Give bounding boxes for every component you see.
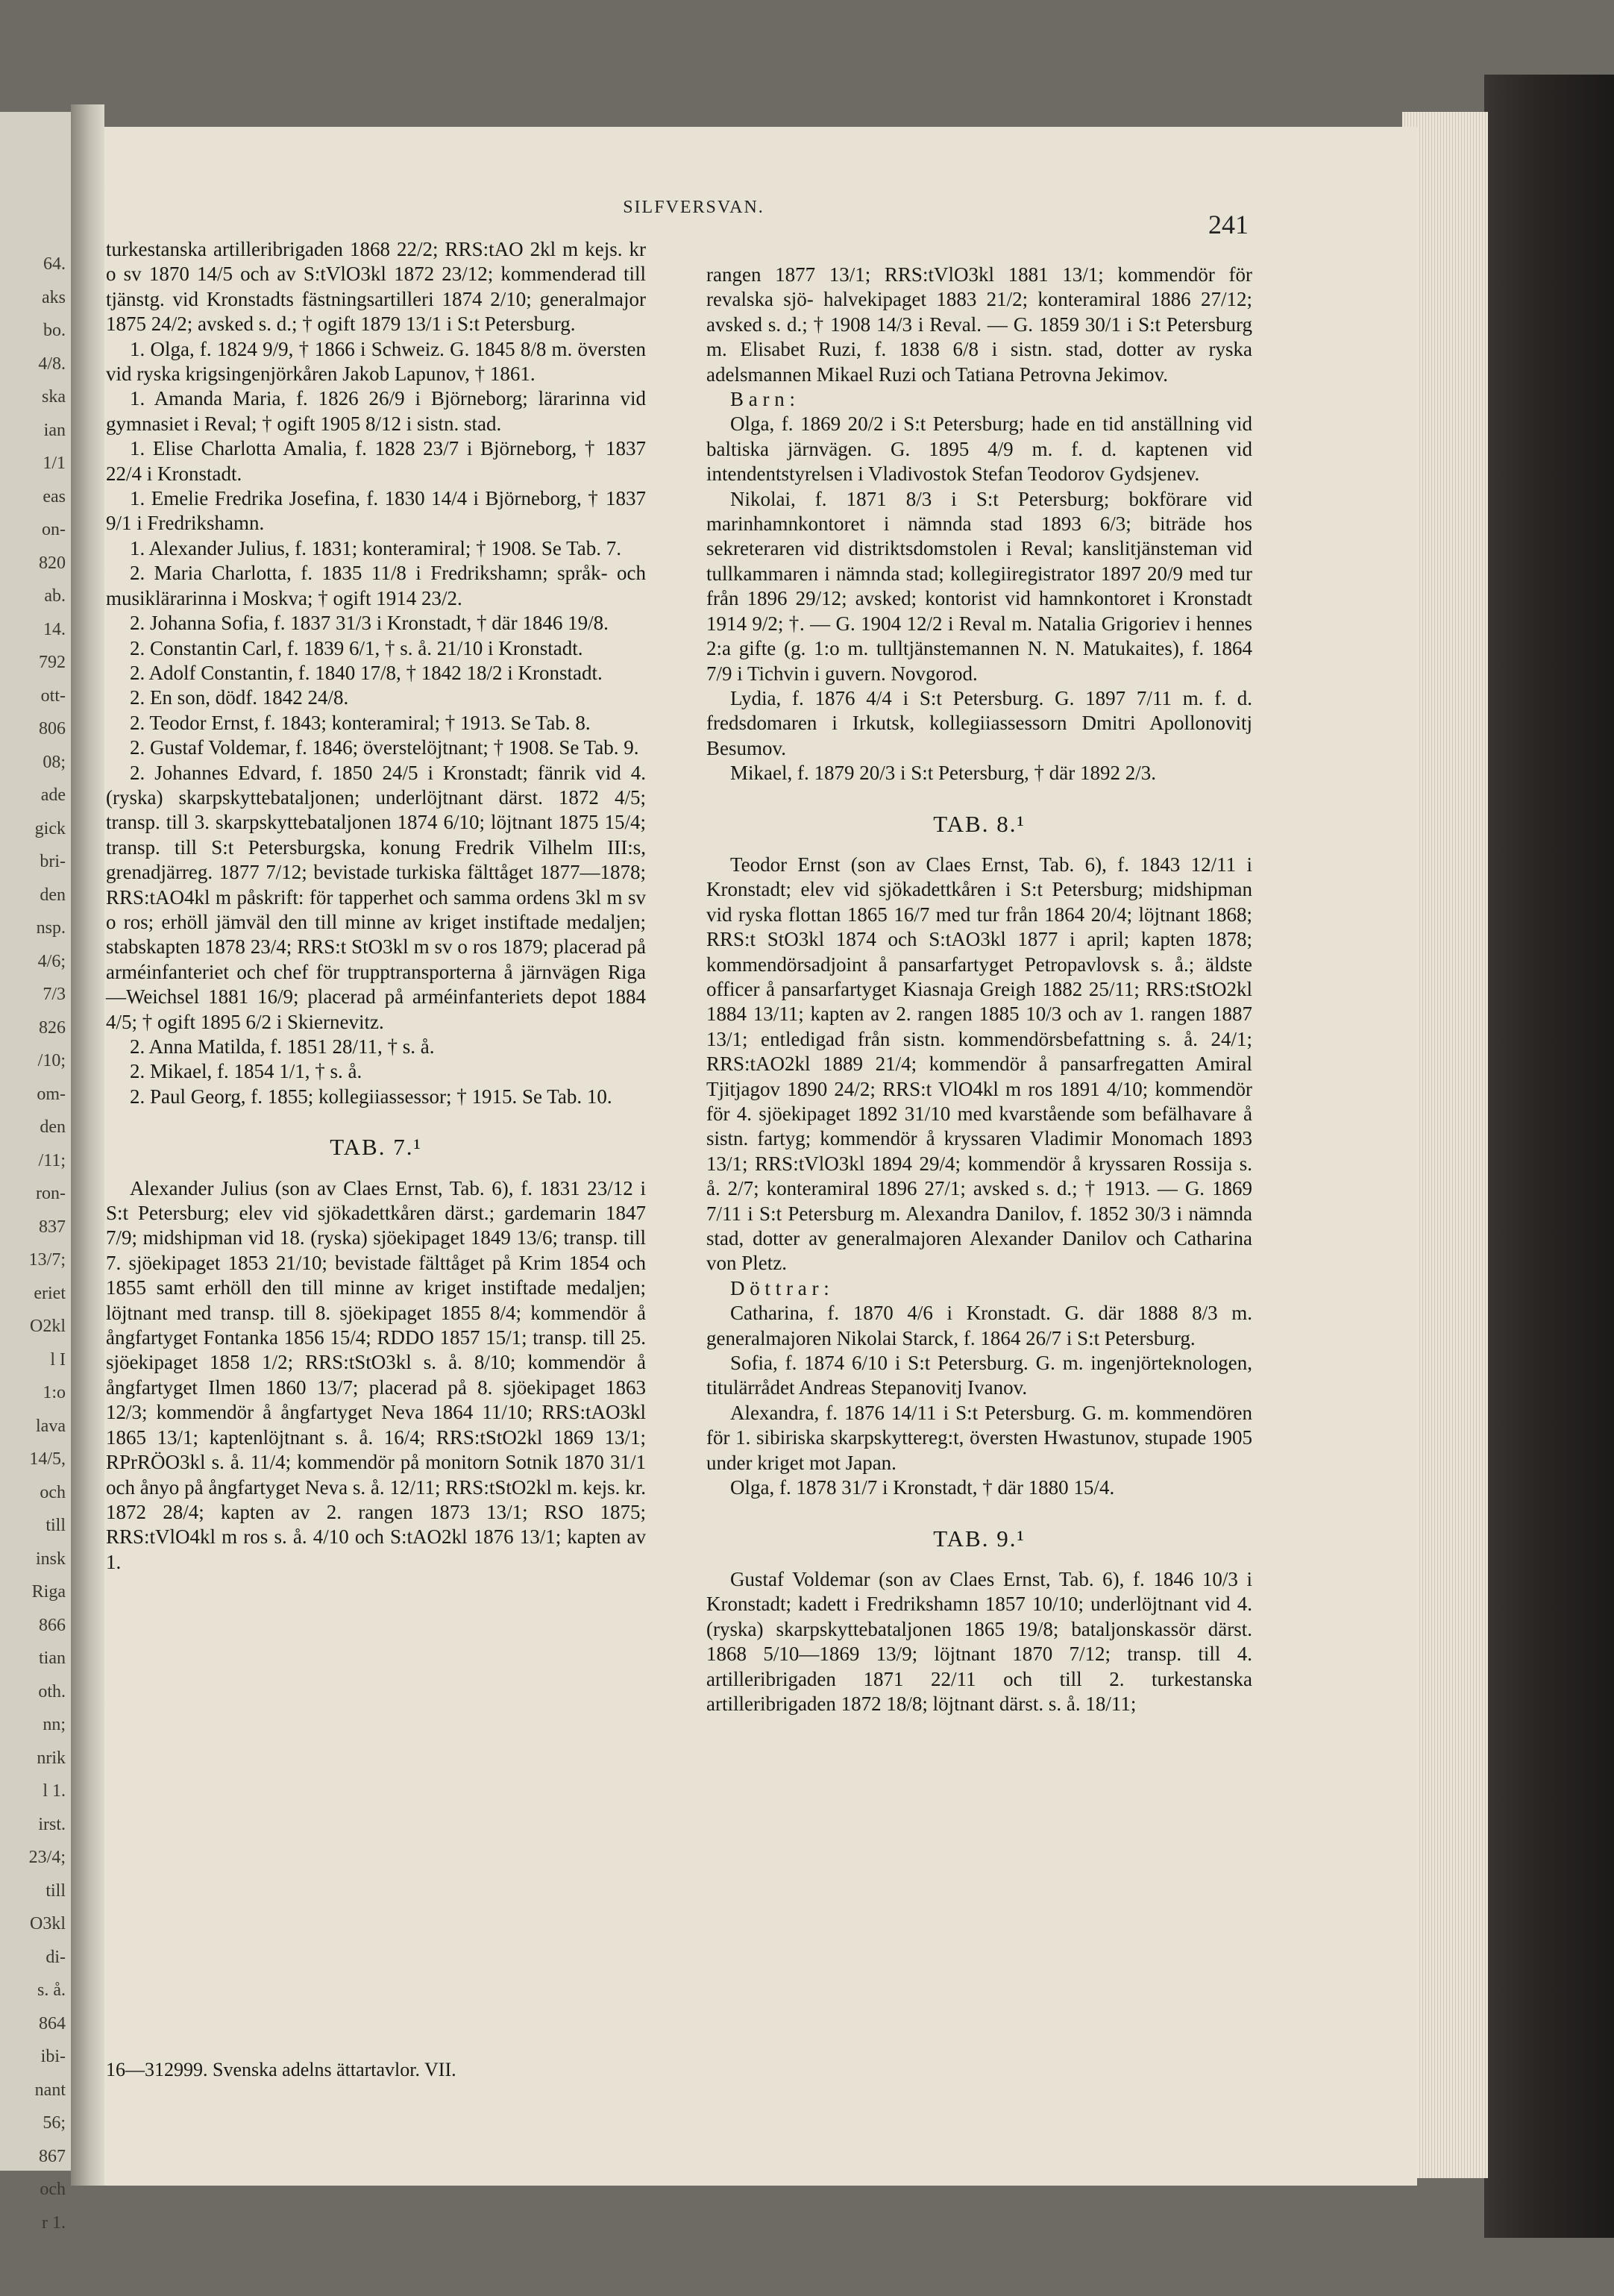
prev-page-fragment: 4/8. (38, 354, 66, 374)
prev-page-fragment: gick (34, 818, 66, 838)
prev-page-fragment: ibi- (40, 2047, 66, 2066)
daughters-label: D ö t t r a r : (730, 1276, 829, 1299)
prev-page-fragment: nant (34, 2080, 66, 2100)
prev-page-fragment: ron- (36, 1184, 66, 1203)
child-entry: 2. Johanna Sofia, f. 1837 31/3 i Kronstadt, † där 1846 19/8. (130, 612, 609, 635)
child-entry: Lydia, f. 1876 4/4 i S:t Petersburg. G. 1897 7/11 m. f. d. fredsdomaren i Irkutsk, kollegiiassessorn Dmitri Apollonovitj Besumov. (706, 686, 1252, 759)
prev-page-fragment: ska (42, 387, 66, 407)
prev-page-fragment: eriet (34, 1283, 66, 1303)
prev-page-fragment: ade (40, 785, 66, 805)
child-entry: 1. Emelie Fredrika Josefina, f. 1830 14/4 i Björneborg, † 1837 9/1 i Fredrikshamn. (106, 487, 646, 535)
prev-page-fragment: l 1. (43, 1781, 66, 1801)
prev-page-fragment: nn; (43, 1715, 66, 1734)
prev-page-fragment: r 1. (42, 2212, 66, 2233)
tab-7-heading: TAB. 7.¹ (330, 1134, 422, 1161)
child-entry: 2. Mikael, f. 1854 1/1, † s. å. (130, 1060, 362, 1083)
prev-page-fragment: O3kl (30, 1914, 66, 1933)
prev-page-fragment: 820 (39, 553, 66, 573)
prev-page-fragment: l I (50, 1349, 66, 1370)
prev-page-fragment: 866 (39, 1615, 66, 1635)
prev-page-fragment: irst. (38, 1814, 66, 1834)
prev-page-fragment: s. å. (37, 1980, 66, 2000)
child-entry: 2. En son, dödf. 1842 24/8. (130, 686, 349, 709)
child-entry: 2. Johannes Edvard, f. 1850 24/5 i Kronstadt; fänrik vid 4. (ryska) skarpskyttebataljonen; underlöjtnant därst. 1872 4/5; transp. till 3. skarpskyttebataljonen 1874 6/10; löjtnant 1875 15/4; transp. till S:t Petersburgska, konung Fredrik Vilhelm III:s, grenadjärreg. 1877 7/12; bevistade turkiska fälttåget 1877—1878; RRS:tAO4kl m påskrift: för tapperhet och samma ordens 3kl m sv o ros; erhöll jämväl den till minne av kriget instiftade medaljen; stabskapten 1878 23/4; RRS:t StO3kl m sv o ros 1879; placerad på arméinfanteriet och chef för trupptransporterna å järnvägen Riga—Weichsel 1881 16/9; placerad på arméinfanteriets depot 1884 4/5; † ogift 1895 6/2 i Skiernevitz. (106, 761, 646, 1033)
prev-page-fragment: 7/3 (43, 985, 66, 1004)
footer-signature: 16—312999. Svenska adelns ättartavlor. VII. (106, 2059, 456, 2080)
left-column (106, 237, 646, 1575)
child-entry: 1. Amanda Maria, f. 1826 26/9 i Björneborg; lärarinna vid gymnasiet i Reval; † ogift 1905 8/12 i sistn. stad. (106, 387, 646, 435)
prev-page-fragment: och (40, 2180, 66, 2199)
prev-page-fragment: 1/1 (43, 454, 66, 473)
paragraph: turkestanska artilleribrigaden 1868 22/2; RRS:tAO 2kl m kejs. kr o sv 1870 14/5 och av S:tVlO3kl 1872 23/12; kommenderad till tjänstg. vid Kronstadts fästningsartilleri 1874 2/10; generalmajor 1875 24/2; avsked s. d.; † ogift 1879 13/1 i S:t Petersburg. (106, 238, 646, 336)
tab-9-heading: TAB. 9.¹ (933, 1525, 1026, 1552)
prev-page-fragment: ian (43, 420, 66, 440)
prev-page-fragment: den (40, 1117, 66, 1137)
book-cover-edge (1484, 75, 1614, 2238)
prev-page-fragment: 14/5, (29, 1449, 66, 1469)
child-entry: Olga, f. 1869 20/2 i S:t Petersburg; hade en tid anställning vid baltiska järnvägen. G. 1895 4/9 m. f. d. kaptenen vid intendentstyrelsen i Vladivostok Stefan Teodorov Gydsjenev. (706, 413, 1252, 486)
child-entry: 2. Adolf Constantin, f. 1840 17/8, † 1842 18/2 i Kronstadt. (130, 661, 603, 684)
prev-page-fragment: bo. (43, 321, 66, 340)
child-entry: Olga, f. 1878 31/7 i Kronstadt, † där 1880 15/4. (730, 1476, 1115, 1499)
prev-page-fragment: lava (36, 1416, 66, 1436)
prev-page-fragment: 23/4; (28, 1848, 66, 1867)
child-entry: 2. Paul Georg, f. 1855; kollegiiassessor; † 1915. Se Tab. 10. (130, 1085, 612, 1108)
child-entry: 1. Olga, f. 1824 9/9, † 1866 i Schweiz. G. 1845 8/8 m. översten vid ryska krigsingenjörkåren Jakob Lapunov, † 1861. (106, 337, 646, 386)
right-column (706, 263, 1252, 1716)
previous-page-margin (0, 112, 82, 2233)
child-entry: Catharina, f. 1870 4/6 i Kronstadt. G. där 1888 8/3 m. generalmajoren Nikolai Starck, f. 1864 26/7 i S:t Petersburg. (706, 1302, 1252, 1349)
prev-page-fragment: 806 (39, 719, 66, 738)
running-title: SILFVERSVAN. (623, 198, 764, 217)
prev-page-fragment: 64. (43, 254, 66, 274)
child-entry: 2. Anna Matilda, f. 1851 28/11, † s. å. (130, 1035, 435, 1058)
child-entry: Alexandra, f. 1876 14/11 i S:t Petersburg. G. m. kommendören för 1. sibiriska skarpskyttereg:t, översten Hwastunov, stupade 1905 under kriget mot Japan. (706, 1401, 1252, 1474)
child-entry: 2. Gustaf Voldemar, f. 1846; överstelöjtnant; † 1908. Se Tab. 9. (130, 736, 639, 759)
prev-page-fragment: om- (37, 1084, 66, 1104)
child-entry: 2. Teodor Ernst, f. 1843; konteramiral; † 1913. Se Tab. 8. (130, 711, 591, 734)
prev-page-fragment: /10; (37, 1051, 66, 1070)
prev-page-fragment: till (45, 1881, 66, 1901)
child-entry: Nikolai, f. 1871 8/3 i S:t Petersburg; bokförare vid marinhamnkontoret i nämnda stad 1893 6/3; biträde hos sekreteraren vid distriktsdomstolen i Reval; kanslitjänsteman vid tullkammaren i nämnda stad; kollegiiregistrator 1897 20/9 med tur från 1896 29/12; avsked; kontorist vid hamnkontoret i Kronstadt 1914 9/2; †. — G. 1904 12/2 i Reval m. Natalia Grigoriev i hennes 2:a gifte (g. 1:o m. tulltjänstemannen N. N. Matukaites), f. 1864 7/9 i Tichvin i guvern. Novgorod. (706, 487, 1252, 685)
prev-page-fragment: 864 (39, 2013, 66, 2033)
page-number: 241 (1208, 210, 1249, 239)
prev-page-fragment: och (40, 1482, 66, 1502)
tab-9-text: Gustaf Voldemar (son av Claes Ernst, Tab. 6), f. 1846 10/3 i Kronstadt; kadett i Fredrikshamn 1857 10/10; underlöjtnant vid 4. (ryska) skarpskyttebataljonen 1865 19/8; bataljonskassör därst. 1868 5/10—1869 13/9; löjtnant 1870 7/12; transp. till 4. artilleribrigaden 1871 22/11 och till 2. turkestanska artilleribrigaden 1872 18/8; löjtnant därst. s. å. 18/11; (706, 1567, 1252, 1715)
child-entry: 1. Alexander Julius, f. 1831; konteramiral; † 1908. Se Tab. 7. (130, 536, 622, 559)
child-entry: Mikael, f. 1879 20/3 i S:t Petersburg, † där 1892 2/3. (730, 762, 1156, 785)
children-label: B a r n : (730, 388, 795, 411)
prev-page-fragment: di- (45, 1947, 66, 1967)
prev-page-fragment: den (40, 885, 66, 905)
prev-page-fragment: ott- (40, 686, 66, 706)
prev-page-fragment: 792 (39, 653, 66, 672)
prev-page-fragment: 13/7; (28, 1250, 66, 1270)
child-entry: 1. Elise Charlotta Amalia, f. 1828 23/7 i Björneborg, † 1837 22/4 i Kronstadt. (106, 437, 646, 485)
child-entry: Sofia, f. 1874 6/10 i S:t Petersburg. G. m. ingenjörteknologen, titulärrådet Andreas Stepanovitj Ivanov. (706, 1352, 1252, 1399)
tab-7-text: Alexander Julius (son av Claes Ernst, Tab. 6), f. 1831 23/12 i S:t Petersburg; elev vid sjökadettkåren därst.; gardemarin 1847 7/9; midshipman vid 18. (ryska) sjöekipaget 1849 13/6; transp. till 7. sjöekipaget 1853 21/10; bevistade fälttåget på Krim 1854 och 1855 samt erhöll den till minne av kriget instiftade medaljen; löjtnant med transp. till 8. sjöekipaget 1855 8/4; kommendör å ångfartyget Fontanka 1856 15/4; RDDO 1857 15/1; transp. till 25. sjöekipaget 1858 1/2; RRS:tStO3kl s. å. 8/10; kommendör å ångfartyget Ilmen 1860 13/7; placerad på 8. sjöekipaget 1863 12/3; kommendör å ångfartyget Neva 1864 11/10; RRS:tAO3kl 1865 13/1; kaptenlöjtnant s. å. 16/4; RRS:tStO2kl 1869 13/1; RPrRÖO3kl s. å. 11/4; kommendör på monitorn Sotnik 1870 31/1 och ånyo på ångfartyget Neva s. å. 12/11; RRS:tStO2kl m. kejs. kr. 1872 28/4; kapten av 2. rangen 1873 13/1; RSO 1875; RRS:tVlO4kl m ros s. å. 4/10 och S:tAO2kl 1876 13/1; kapten av 1. (106, 1176, 646, 1573)
prev-page-fragment: 08; (43, 752, 66, 772)
prev-page-fragment: eas (43, 486, 66, 506)
prev-page-fragment: on- (42, 520, 66, 539)
prev-page-fragment: 1:o (43, 1383, 66, 1402)
prev-page-fragment: nsp. (36, 918, 66, 938)
prev-page-fragment: bri- (40, 852, 66, 871)
tab-8-heading: TAB. 8.¹ (933, 810, 1026, 837)
prev-page-fragment: /11; (38, 1150, 66, 1170)
prev-page-fragment: 867 (39, 2146, 66, 2166)
prev-page-fragment: 837 (39, 1217, 66, 1237)
child-entry: 2. Maria Charlotta, f. 1835 11/8 i Fredrikshamn; språk- och musiklärarinna i Moskva; † ogift 1914 23/2. (106, 562, 646, 609)
prev-page-fragment: tian (39, 1649, 66, 1668)
prev-page-fragment: 826 (39, 1017, 66, 1038)
paragraph: rangen 1877 13/1; RRS:tVlO3kl 1881 13/1; kommendör för revalska sjö- halvekipaget 1883 21/2; konteramiral 1886 27/12; avsked s. d.; † 1908 14/3 i Reval. — G. 1859 30/1 i S:t Petersburg m. Elisabet Ruzi, f. 1838 6/8 i sistn. stad, dotter av ryska adelsmannen Mikael Ruzi och Tatiana Petrovna Jekimov. (706, 263, 1252, 386)
prev-page-fragment: aks (42, 287, 66, 307)
prev-page-fragment: ab. (44, 586, 66, 606)
prev-page-fragment: Riga (31, 1582, 66, 1602)
prev-page-fragment: oth. (38, 1681, 66, 1701)
prev-page-fragment: insk (35, 1549, 66, 1569)
prev-page-fragment: till (45, 1516, 66, 1535)
tab-8-text: Teodor Ernst (son av Claes Ernst, Tab. 6), f. 1843 12/11 i Kronstadt; elev vid sjökadettkåren i S:t Petersburg; midshipman vid ryska flottan 1865 16/7 med tur från 1864 20/4; löjtnant 1868; RRS:t StO3kl 1874 och S:tAO3kl 1877 i april; kapten 1878; kommendörsadjoint å pansarfartyget Petropavlovsk s. å.; äldste officer å pansarfartyget Kiasnaja Greigh 1882 25/11; RRS:tStO2kl 1884 13/11; kapten av 2. rangen 1885 10/3 och av 1. rangen 1887 13/1; entledigad från sistn. kommendörsbefattning s. å. 24/1; RRS:tAO2kl 1889 21/4; kommendör å pansarfregatten Amiral Tjitjagov 1890 24/2; RRS:t VlO4kl m ros 1891 4/10; kommendör för 4. sjöekipaget 1892 31/10 med kvarstående som befälhavare å sistn. fartyg; kommendör å kryssaren Vladimir Monomach 1893 13/1; RRS:tVlO3kl 1894 29/4; kommendör å kryssaren Rossija s. å. 2/7; konteramiral 1896 27/1; avsked s. d.; † 1913. — G. 1869 7/11 i S:t Petersburg m. Alexandra Danilov, f. 1852 30/3 i nämnda stad, dotter av generalmajoren Alexander Danilov och Catharina von Pletz. (706, 853, 1252, 1275)
prev-page-fragment: 56; (43, 2113, 66, 2133)
child-entry: 2. Constantin Carl, f. 1839 6/1, † s. å. 21/10 i Kronstadt. (130, 636, 583, 659)
prev-page-fragment: 14. (43, 619, 66, 639)
prev-page-fragment: O2kl (30, 1317, 66, 1336)
book-gutter (71, 104, 104, 2186)
prev-page-fragment: nrik (37, 1748, 66, 1768)
prev-page-fragment: 4/6; (37, 951, 66, 971)
